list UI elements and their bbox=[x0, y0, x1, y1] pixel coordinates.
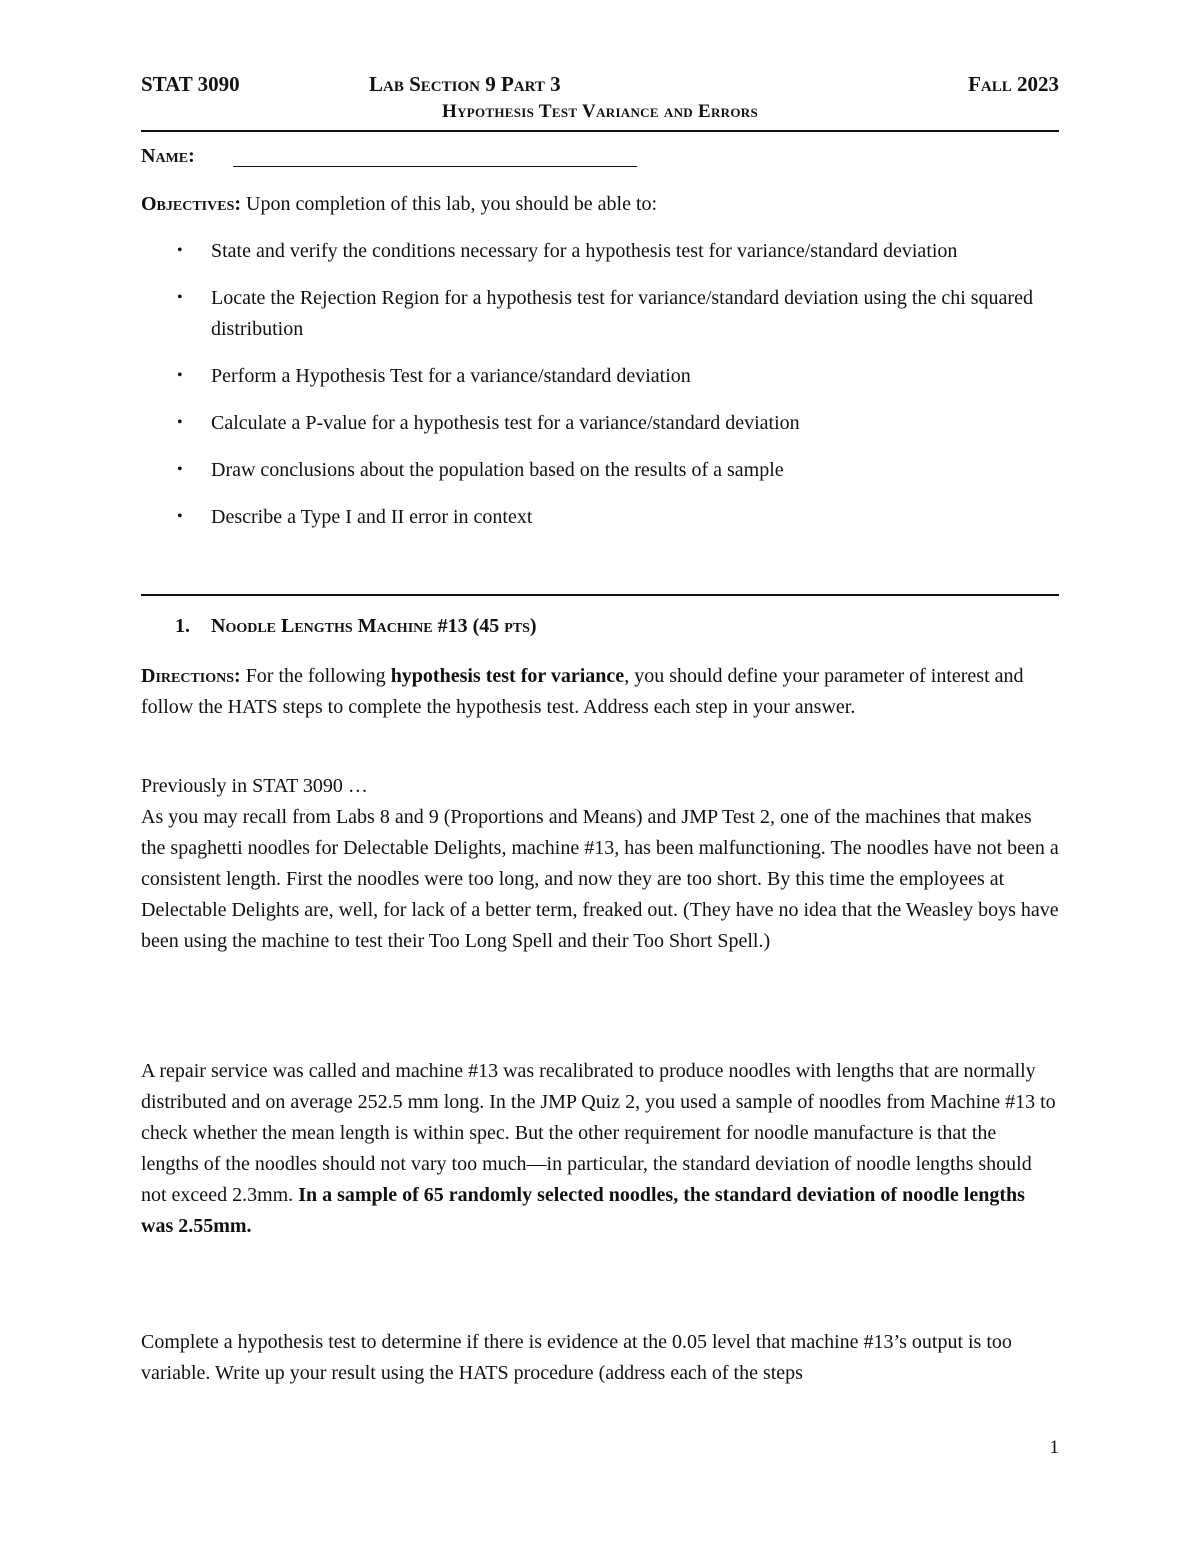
bullet-icon: • bbox=[177, 508, 183, 525]
objective-text: State and verify the conditions necessary for a hypothesis test for variance/standard deviation bbox=[211, 240, 958, 262]
question-title bbox=[175, 615, 537, 638]
list-item bbox=[141, 236, 1041, 267]
question-heading: Noodle Lengths Machine #13 (45 pts) bbox=[211, 615, 537, 637]
directions-text-post: , you should define your parameter of interest and follow the HATS steps to complete the hypothesis test. Address each step in your answer. bbox=[141, 665, 1024, 718]
instructions-paragraph: Complete a hypothesis test to determine if there is evidence at the 0.05 level that machine #13’s output is too variable. Write up your result using the HATS procedure (address each of the steps bbox=[141, 1331, 1012, 1384]
repair-emphasis: In a sample of 65 randomly selected noodles, the standard deviation of noodle lengths was 2.55mm. bbox=[141, 1184, 1025, 1237]
name-blank-line[interactable] bbox=[233, 166, 637, 167]
list-item bbox=[141, 361, 1041, 392]
objectives-list bbox=[141, 236, 1059, 549]
objective-text: Calculate a P-value for a hypothesis test for a variance/standard deviation bbox=[211, 412, 800, 434]
section-divider bbox=[141, 594, 1059, 596]
directions-text-pre: For the following bbox=[245, 665, 391, 687]
objectives-intro-text: Upon completion of this lab, you should be able to: bbox=[246, 193, 658, 215]
directions-emphasis: hypothesis test for variance bbox=[390, 665, 625, 687]
list-item bbox=[141, 455, 1041, 486]
objective-text: Draw conclusions about the population based on the results of a sample bbox=[211, 459, 784, 481]
story-paragraph: As you may recall from Labs 8 and 9 (Proportions and Means) and JMP Test 2, one of the machines that makes the spaghetti noodles for Delectable Delights, machine #13, has been malfunctioning. The noodles have not been a consistent length. First the noodles were too long, and now they are too short. By this time the employees at Delectable Delights are, well, for lack of a better term, freaked out. (They have no idea that the Weasley boys have been using the machine to test their Too Long Spell and their Too Short Spell.) bbox=[141, 806, 1059, 952]
name-field bbox=[141, 145, 195, 168]
list-item bbox=[141, 502, 1041, 533]
objective-text: Locate the Rejection Region for a hypothesis test for variance/standard deviation using the chi squared distribution bbox=[211, 287, 1033, 340]
repair-paragraph bbox=[141, 1056, 1059, 1242]
bullet-icon: • bbox=[177, 367, 183, 384]
list-item bbox=[141, 283, 1041, 345]
lab-subtitle: Hypothesis Test Variance and Errors bbox=[442, 101, 758, 122]
directions-label: Directions: bbox=[141, 665, 241, 687]
bullet-icon: • bbox=[177, 414, 183, 431]
course-code: STAT 3090 bbox=[141, 72, 240, 96]
objectives-intro bbox=[141, 189, 1059, 220]
page-header bbox=[141, 72, 1059, 102]
header-divider bbox=[141, 130, 1059, 132]
name-label: Name: bbox=[141, 145, 195, 167]
objective-text: Perform a Hypothesis Test for a variance/standard deviation bbox=[211, 365, 691, 387]
bullet-icon: • bbox=[177, 242, 183, 259]
list-item bbox=[141, 408, 1041, 439]
lab-title: Lab Section 9 Part 3 bbox=[369, 72, 561, 96]
question-number: 1. bbox=[175, 615, 190, 637]
term: Fall 2023 bbox=[968, 72, 1059, 96]
bullet-icon: • bbox=[177, 461, 183, 478]
directions-paragraph bbox=[141, 661, 1059, 723]
previously-line: Previously in STAT 3090 … bbox=[141, 775, 368, 797]
objective-text: Describe a Type I and II error in context bbox=[211, 506, 533, 528]
bullet-icon: • bbox=[177, 289, 183, 306]
page-number: 1 bbox=[1049, 1437, 1059, 1458]
repair-text: A repair service was called and machine #13 was recalibrated to produce noodles with lengths that are normally distributed and on average 252.5 mm long. In the JMP Quiz 2, you used a sample of noodles from Machine #13 to check whether the mean length is within spec. But the other requirement for noodle manufacture is that the lengths of the noodles should not vary too much—in particular, the standard deviation of noodle lengths should not exceed 2.3mm. bbox=[141, 1060, 1056, 1206]
objectives-label: Objectives: bbox=[141, 193, 242, 215]
